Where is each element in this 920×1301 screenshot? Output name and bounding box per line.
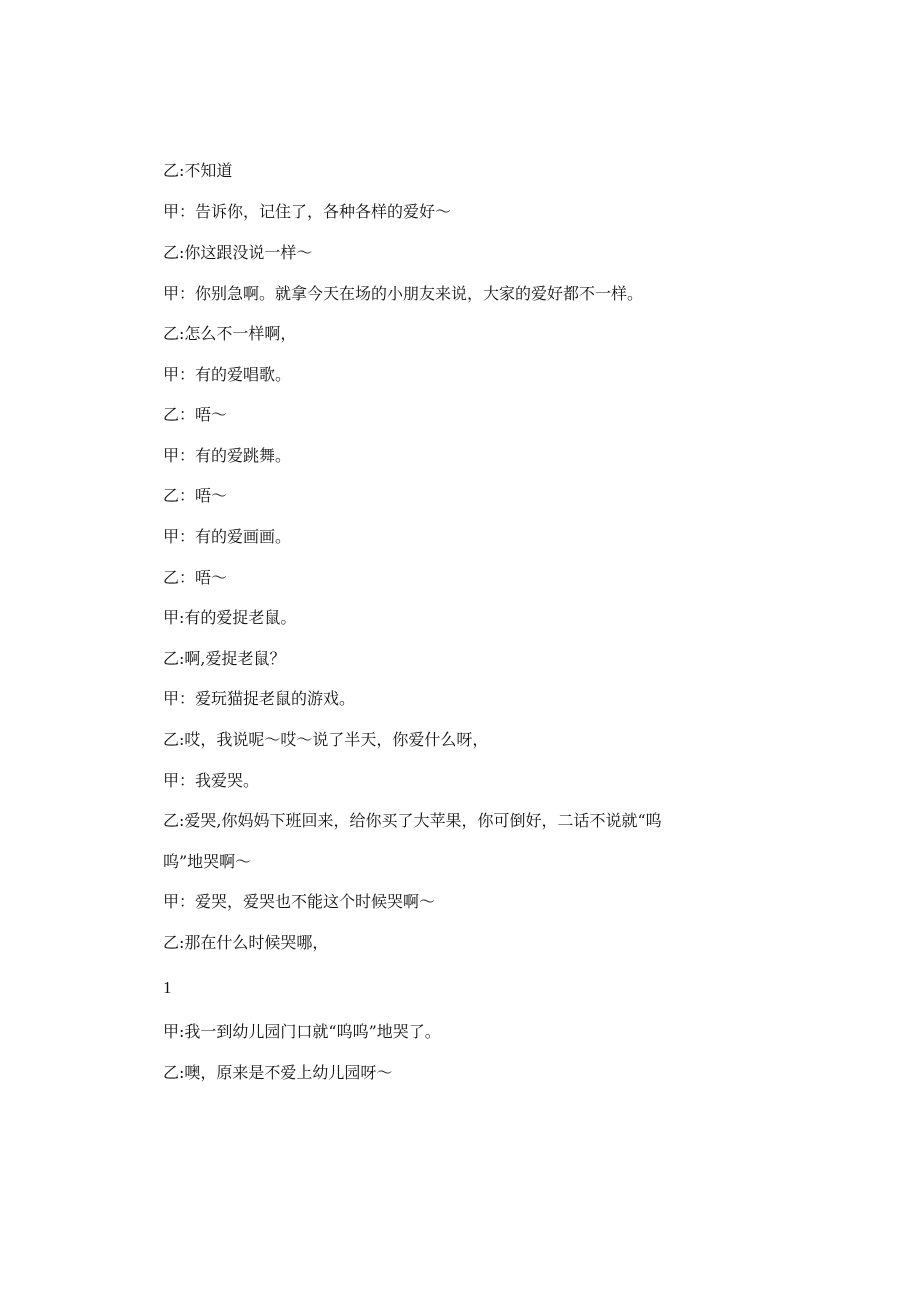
dialogue-line: 呜”地哭啊～ [163, 852, 252, 871]
dialogue-line: 乙:啊,爱捉老鼠？ [163, 649, 286, 668]
dialogue-line: 甲：有的爱跳舞。 [163, 446, 292, 465]
dialogue-line: 乙:爱哭,你妈妈下班回来，给你买了大苹果，你可倒好，二话不说就“呜 [163, 811, 662, 830]
dialogue-line: 乙:你这跟没说一样～ [163, 243, 313, 262]
page-number: 1 [163, 978, 172, 997]
dialogue-line: 甲:我一到幼儿园门口就“呜呜”地哭了。 [163, 1022, 441, 1041]
dialogue-line: 甲：爱哭，爱哭也不能这个时候哭啊～ [163, 892, 436, 911]
dialogue-line: 甲:有的爱捉老鼠。 [163, 608, 297, 627]
dialogue-line: 甲：告诉你，记住了，各种各样的爱好～ [163, 202, 452, 221]
dialogue-line: 乙：唔～ [163, 486, 228, 505]
dialogue-line: 甲：爱玩猫捉老鼠的游戏。 [163, 689, 356, 708]
dialogue-line: 乙:噢，原来是不爱上幼儿园呀～ [163, 1063, 393, 1082]
dialogue-line: 乙：唔～ [163, 405, 228, 424]
dialogue-line: 乙:不知道 [163, 161, 233, 180]
dialogue-line: 乙:哎，我说呢～哎～说了半天，你爱什么呀， [163, 730, 489, 749]
dialogue-line: 乙:那在什么时候哭哪， [163, 933, 329, 952]
dialogue-line: 甲：我爱哭。 [163, 771, 260, 790]
dialogue-line: 甲：你别急啊。就拿今天在场的小朋友来说，大家的爱好都不一样。 [163, 284, 644, 303]
dialogue-line: 甲：有的爱画画。 [163, 527, 292, 546]
dialogue-line: 甲：有的爱唱歌。 [163, 365, 292, 384]
dialogue-line: 乙:怎么不一样啊， [163, 324, 297, 343]
dialogue-line: 乙：唔～ [163, 568, 228, 587]
